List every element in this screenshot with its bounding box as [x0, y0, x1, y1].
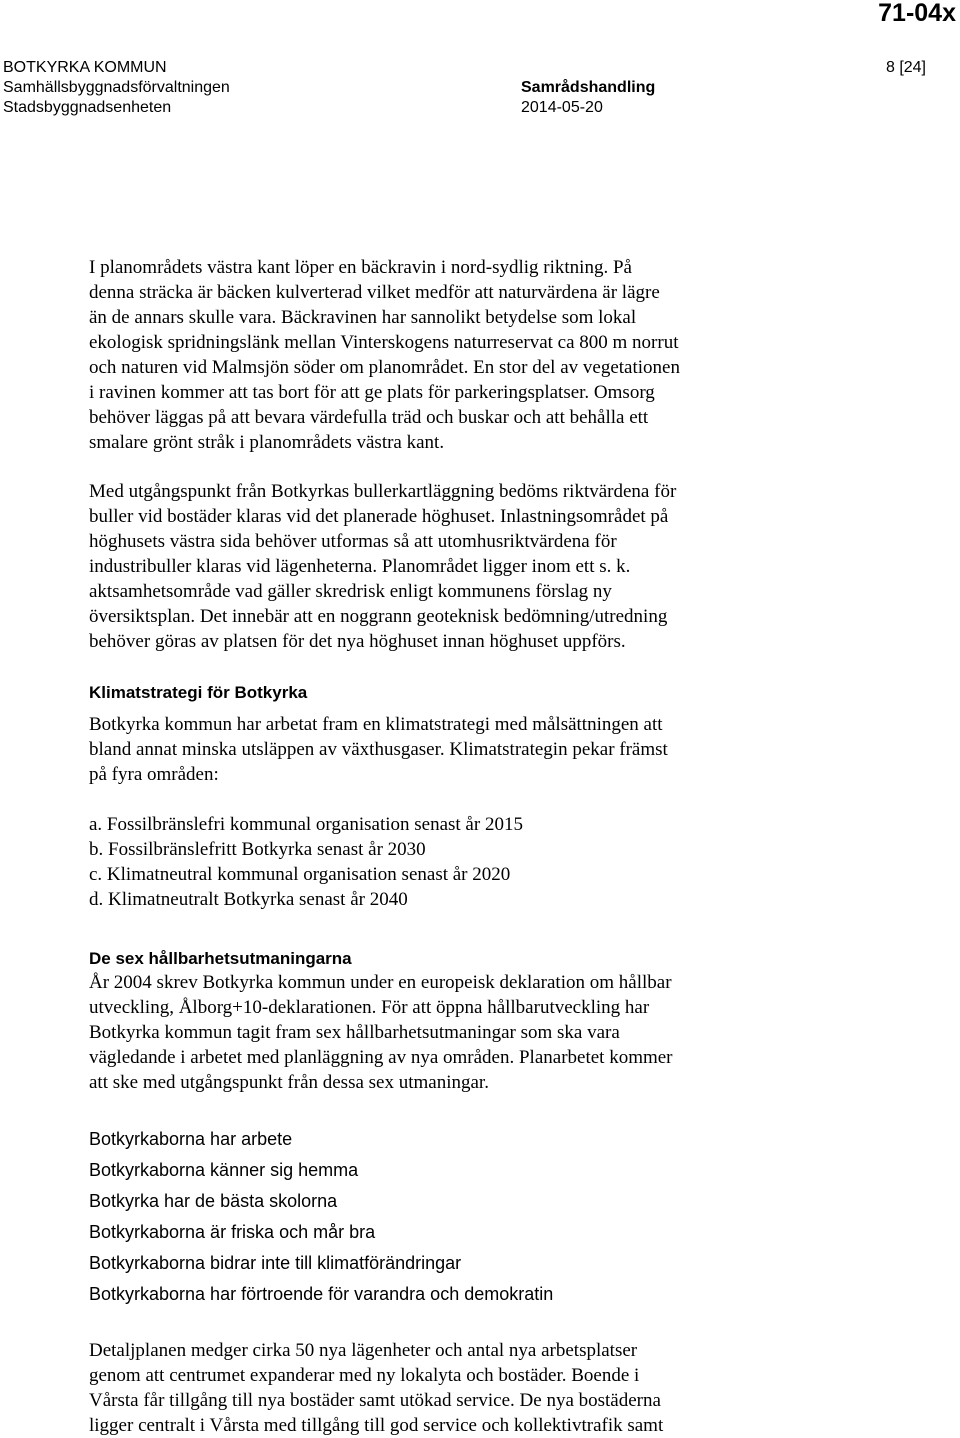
text-line: och naturen vid Malmsjön söder om planområdet. En stor del av vegetationen: [89, 357, 680, 378]
text-line: utveckling, Ålborg+10-deklarationen. För att öppna hållbarutveckling har: [89, 997, 650, 1018]
climate-goals-list: [89, 812, 817, 912]
list-item: b. Fossilbränslefritt Botkyrka senast år 2030: [89, 839, 426, 860]
department-name: Samhällsbyggnadsförvaltningen: [3, 79, 230, 96]
text-line: än de annars skulle vara. Bäckravinen har sannolikt betydelse som lokal: [89, 307, 637, 328]
list-item: a. Fossilbränslefri kommunal organisation senast år 2015: [89, 814, 523, 835]
header-organization-block: [3, 58, 230, 118]
text-line: denna sträcka är bäcken kulverterad vilket medför att naturvärdena är lägre: [89, 282, 660, 303]
heading-climate-strategy: Klimatstrategi för Botkyrka: [89, 683, 308, 702]
list-item: Botkyrkaborna har arbete: [89, 1129, 293, 1149]
text-line: industribuller klaras vid lägenheterna. Planområdet ligger inom ett s. k.: [89, 556, 631, 577]
text-line: att ske med utgångspunkt från dessa sex utmaningar.: [89, 1072, 489, 1093]
document-body: [89, 255, 817, 1438]
text-line: i ravinen kommer att tas bort för att ge plats för parkeringsplatser. Omsorg: [89, 382, 655, 403]
text-line: vägledande i arbetet med planläggning av nya områden. Planarbetet kommer: [89, 1047, 673, 1068]
list-item: Botkyrkaborna bidrar inte till klimatförändringar: [89, 1253, 462, 1273]
document-type: Samrådshandling: [521, 79, 656, 96]
paragraph-sustainability-intro: [89, 970, 817, 1095]
text-line: Detaljplanen medger cirka 50 nya lägenheter och antal nya arbetsplatser: [89, 1340, 638, 1361]
text-line: Med utgångspunkt från Botkyrkas bullerkartläggning bedöms riktvärdena för: [89, 481, 677, 502]
document-reference: 71-04x: [878, 0, 956, 27]
text-line: behöver läggas på att bevara värdefulla träd och buskar och att behålla ett: [89, 407, 649, 428]
paragraph-noise: [89, 479, 817, 654]
text-line: Botkyrka kommun har arbetat fram en klimatstrategi med målsättningen att: [89, 714, 663, 735]
list-item: c. Klimatneutral kommunal organisation senast år 2020: [89, 864, 511, 885]
list-item: Botkyrkaborna känner sig hemma: [89, 1160, 359, 1180]
text-line: I planområdets västra kant löper en bäckravin i nord-sydlig riktning. På: [89, 257, 632, 278]
paragraph-climate-intro: [89, 712, 817, 787]
organization-name: BOTKYRKA KOMMUN: [3, 59, 167, 76]
text-line: behöver göras av platsen för det nya höghuset innan höghuset uppförs.: [89, 631, 626, 652]
text-line: ligger centralt i Vårsta med tillgång till god service och kollektivtrafik samt: [89, 1415, 664, 1436]
text-line: genom att centrumet expanderar med ny lokalyta och bostäder. Boende i: [89, 1365, 640, 1386]
document-date: 2014-05-20: [521, 99, 603, 116]
paragraph-ravine: [89, 255, 817, 455]
list-item: Botkyrkaborna är friska och mår bra: [89, 1222, 376, 1242]
text-line: ekologisk spridningslänk mellan Vinterskogens naturreservat ca 800 m norrut: [89, 332, 679, 353]
heading-sustainability-challenges: De sex hållbarhetsutmaningarna: [89, 949, 352, 968]
text-line: översiktsplan. Det innebär att en noggrann geoteknisk bedömning/utredning: [89, 606, 668, 627]
list-item: Botkyrkaborna har förtroende för varandra och demokratin: [89, 1284, 554, 1304]
page-number: 8 [24]: [885, 59, 926, 76]
text-line: smalare grönt stråk i planområdets västra kant.: [89, 432, 445, 453]
list-item: d. Klimatneutralt Botkyrka senast år 2040: [89, 889, 408, 910]
text-line: aktsamhetsområde vad gäller skredrisk enligt kommunens förslag ny: [89, 581, 612, 602]
unit-name: Stadsbyggnadsenheten: [3, 99, 172, 116]
text-line: bland annat minska utsläppen av växthusgaser. Klimatstrategin pekar främst: [89, 739, 668, 760]
sustainability-goals-list: [89, 1124, 817, 1310]
text-line: År 2004 skrev Botkyrka kommun under en europeisk deklaration om hållbar: [89, 972, 672, 993]
list-item: Botkyrka har de bästa skolorna: [89, 1191, 338, 1211]
paragraph-closing: [89, 1338, 817, 1438]
text-line: Vårsta får tillgång till nya bostäder samt utökad service. De nya bostäderna: [89, 1390, 661, 1411]
text-line: buller vid bostäder klaras vid det planerade höghuset. Inlastningsområdet på: [89, 506, 669, 527]
text-line: höghusets västra sida behöver utformas så att utomhusriktvärdena för: [89, 531, 617, 552]
text-line: Botkyrka kommun tagit fram sex hållbarhetsutmaningar som ska vara: [89, 1022, 620, 1043]
header-document-info: [521, 78, 655, 118]
text-line: på fyra områden:: [89, 764, 219, 785]
